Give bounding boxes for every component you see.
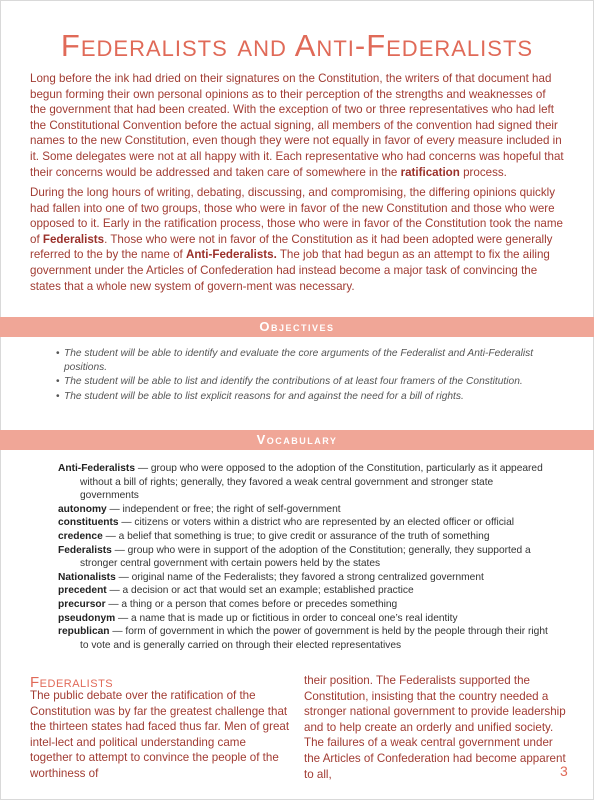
vocab-entry [58, 462, 548, 503]
vocab-definition: — form of government in which the power of government is held by the people through their right to vote and is generally carried on through their elected representatives [80, 626, 548, 651]
intro-p2-text-3: The job that had begun as an attempt to fix the ailing government under the Articles of Confederation had instead become a major task of convincing the states that a whole new system of govern-ment was necessary. [30, 248, 550, 293]
vocab-term: Anti-Federalists [58, 463, 135, 474]
vocabulary-banner [0, 430, 594, 450]
vocab-definition: — citizens or voters within a district who are represented by an elected officer or official [118, 517, 514, 529]
vocab-entry [58, 503, 548, 517]
vocab-definition: — a name that is made up or fictitious in order to conceal one’s real identity [115, 612, 458, 624]
vocab-definition: — a thing or a person that comes before or precedes something [105, 598, 398, 610]
objectives-list [56, 347, 556, 404]
objectives-heading: Objectives [259, 319, 335, 334]
vocab-definition: — original name of the Federalists; they favored a strong centralized government [115, 571, 484, 583]
federalists-heading: Federalists [30, 674, 114, 691]
intro-p1-bold-term: ratification [400, 165, 460, 179]
vocab-term: republican [58, 626, 110, 638]
vocab-term: pseudonym [58, 612, 116, 624]
federalists-left-column: The public debate over the ratification of the Constitution was by far the greatest challenge that the thirteen states had faced thus far. Men of great intel-lect and political understanding came together to attempt to convince the people of the worthiness of [30, 689, 290, 780]
vocab-term: Nationalists [58, 571, 116, 583]
vocab-term: Federalists [58, 544, 112, 556]
vocab-entry [58, 516, 548, 530]
vocab-entry [58, 598, 548, 612]
vocab-definition: — independent or free; the right of self-government [106, 503, 341, 515]
intro-p1-text: Long before the ink had dried on their signatures on the Constitution, the writers of that document had begun forming their own personal opinions as to their perception of the strengths and weaknesses of the government that had been created. With the exception of two or three representatives who had left the Constitutional Convention before the actual signing, all members of the convention had signed their names to the new Constitution, even though they were not equally in favor of every measure included in it. Some delegates were not at all happy with it. Each representative who had concerns was hopeful that their concerns would be addressed and taken care of somewhere in the [30, 72, 564, 179]
federalists-right-column: their position. The Federalists supported the Constitution, insisting that the country needed a stronger national government to provide leadership and to help create an orderly and unified society. The failures of a weak central government under the Articles of Confederation had become apparent to all, [304, 674, 566, 781]
intro-p2-bold-federalists: Federalists [42, 232, 105, 246]
vocab-term: precedent [58, 585, 107, 597]
vocabulary-heading: Vocabulary [256, 432, 338, 447]
page-title: Federalists and Anti-Federalists [60, 28, 534, 63]
vocab-entry [58, 571, 548, 585]
vocab-definition: — group who were in support of the adoption of the Constitution; generally, they supported a stronger central government with certain powers held by the states [80, 544, 531, 570]
vocab-term: constituents [58, 517, 119, 529]
intro-p2-bold-anti-federalists: Anti-Federalists. [185, 248, 277, 262]
vocabulary-list [58, 462, 548, 652]
intro-p2-text-1: During the long hours of writing, debating, discussing, and compromising, the differing opinions quickly had fallen into one of two groups, those who were in favor of the new Constitution and those who were opposed to it. Early in the ratification process, those who were in favor of the Constitution took the name of [30, 186, 563, 246]
vocab-entry [58, 530, 548, 544]
vocab-entry [58, 584, 548, 598]
vocab-term: precursor [58, 598, 106, 610]
intro-paragraph-1 [30, 71, 564, 180]
intro-paragraph-2 [30, 185, 564, 294]
vocab-term: autonomy [58, 503, 107, 515]
vocab-definition: — a belief that something is true; to give credit or assurance of the truth of something [102, 530, 490, 542]
page-number: 3 [560, 763, 568, 779]
objective-item: • The student will be able to identify and evaluate the core arguments of the Federalist and Anti-Federalist positions. [56, 347, 556, 375]
objective-item: • The student will be able to list explicit reasons for and against the need for a bill of rights. [56, 390, 556, 404]
intro-p1-text-end: process. [459, 165, 507, 179]
intro-p2-text-2: . Those who were not in favor of the Constitution as it had been adopted were generally referred to the by the name of [30, 232, 553, 262]
vocab-entry [58, 625, 548, 652]
vocab-definition: — group who were opposed to the adoption of the Constitution, particularly as it appeared without a bill of rights; generally, they favored a weak central government and stronger state governments [80, 463, 543, 502]
vocab-entry [58, 544, 548, 571]
vocab-entry [58, 612, 548, 626]
objective-item: • The student will be able to list and identify the contributions of at least four framers of the Constitution. [56, 375, 556, 389]
objectives-banner [0, 317, 594, 337]
vocab-term: credence [58, 530, 103, 542]
vocab-definition: — a decision or act that would set an example; established practice [106, 585, 414, 597]
